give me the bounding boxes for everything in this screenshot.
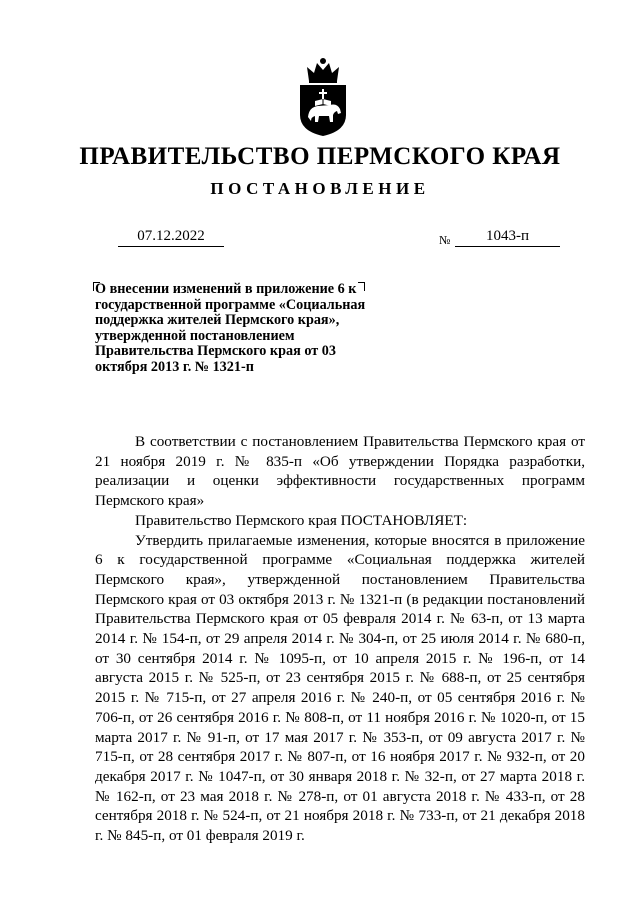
- perm-krai-coat-of-arms-icon: [297, 55, 349, 137]
- document-subject: О внесении изменений в приложение 6 к государственной программе «Социальная поддержка жителей Пермского края», утвержденной постановлением Правительства Пермского края от 03 октября 2013 г. № 1321-п: [95, 281, 366, 375]
- document-type: ПОСТАНОВЛЕНИЕ: [210, 179, 430, 198]
- body-paragraph: Правительство Пермского края ПОСТАНОВЛЯЕТ:: [135, 511, 468, 529]
- number-sign: №: [439, 233, 451, 247]
- document-body: [95, 432, 585, 846]
- body-paragraph: Утвердить прилагаемые изменения, которые вносятся в приложение 6 к государственной программе «Социальная поддержка жителей Пермского края», утвержденной постановлением Правительства Пермского края от 03 октября 2013 г. № 1321-п (в редакции постановлений Правительства Пермского края от 05 февраля 2014 г. № 63-п, от 13 марта 2014 г. № 154-п, от 29 апреля 2014 г. № 304-п, от 25 июля 2014 г. № 680-п, от 30 сентября 2014 г. № 1095-п, от 10 апреля 2015 г. № 196-п, от 14 августа 2015 г. № 525-п, от 23 сентября 2015 г. № 688-п, от 25 сентября 2015 г. № 715-п, от 27 апреля 2016 г. № 240-п, от 05 сентября 2016 г. № 706-п, от 26 сентября 2016 г. № 808-п, от 11 ноября 2016 г. № 1020-п, от 15 марта 2017 г. № 91-п, от 17 мая 2017 г. № 353-п, от 09 августа 2017 г. № 715-п, от 28 сентября 2017 г. № 807-п, от 16 ноября 2017 г. № 932-п, от 20 декабря 2017 г. № 1047-п, от 30 января 2018 г. № 32-п, от 27 марта 2018 г. № 162-п, от 23 мая 2018 г. № 278-п, от 01 августа 2018 г. № 433-п, от 28 сентября 2018 г. № 524-п, от 21 ноября 2018 г. № 733-п, от 21 декабря 2018 г. № 845-п, от 01 февраля 2019 г.: [95, 531, 585, 845]
- document-date: 07.12.2022: [118, 228, 224, 247]
- government-title: ПРАВИТЕЛЬСТВО ПЕРМСКОГО КРАЯ: [79, 143, 561, 170]
- body-paragraph: В соответствии с постановлением Правительства Пермского края от 21 ноября 2019 г. № 835-п «Об утверждении Порядка разработки, реализации и оценки эффективности государственных программ Пермского края»: [95, 433, 585, 510]
- document-number: 1043-п: [455, 228, 560, 247]
